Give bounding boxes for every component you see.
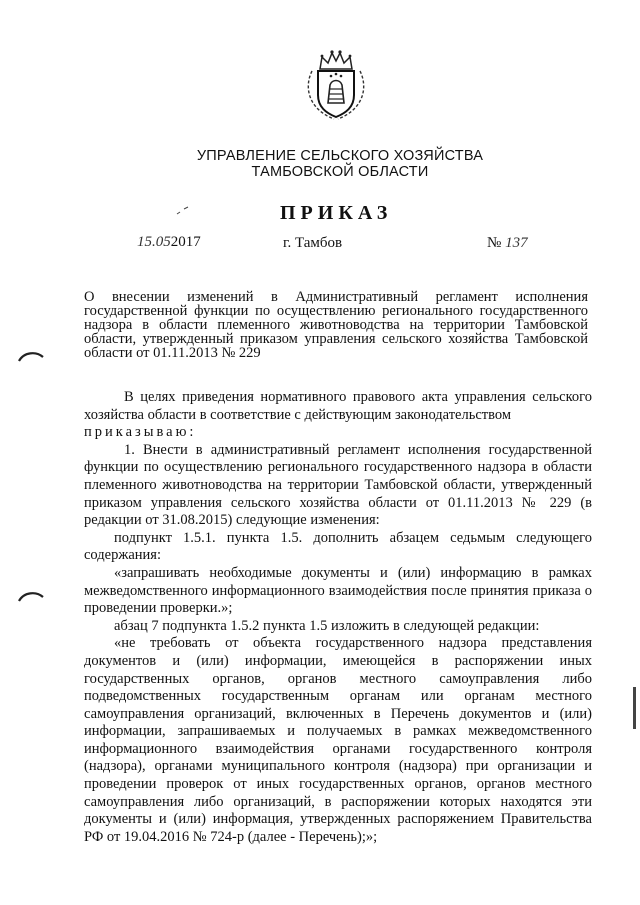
organization-name-line1: УПРАВЛЕНИЕ СЕЛЬСКОГО ХОЗЯЙСТВА: [196, 148, 484, 164]
binder-hole-icon: [18, 590, 44, 602]
date-year: 2017: [170, 234, 201, 250]
binder-hole-icon: [18, 350, 44, 362]
subitem-2-paragraph: абзац 7 подпункта 1.5.2 пункта 1.5 изложить в следующей редакции:: [114, 617, 540, 634]
order-body: [84, 389, 592, 846]
subject-text: О внесении изменений в Административный регламент исполнения государственной функции по осуществлению регионального государственного надзора в области племенного животноводства на территории Тамбовской области, утвержденный приказом управления сельского хозяйства Тамбовской области от 01.11.2013 № 229: [84, 289, 588, 361]
subitem-1-paragraph: подпункт 1.5.1. пункта 1.5. дополнить абзацем седьмым следующего содержания:: [84, 529, 592, 564]
item-1-paragraph: 1. Внести в административный регламент исполнения государственной функции по осуществлению регионального государственного надзора в области племенного животноводства на территории Тамбовской области, утвержденный приказом управления сельского хозяйства области от 01.11.2013 № 229 (в редакции от 31.08.2015) следующие изменения:: [84, 441, 592, 529]
date-handwritten: 15.05: [137, 234, 171, 250]
scan-edge-mark: [633, 687, 636, 729]
number-prefix: №: [487, 235, 502, 251]
pen-mark: [176, 206, 190, 216]
quote-1-paragraph: «запрашивать необходимые документы и (или) информацию в рамках межведомственного информационного взаимодействия после принятия приказа о проведении проверки.»;: [84, 564, 592, 617]
organization-name-line2: ТАМБОВСКОЙ ОБЛАСТИ: [251, 164, 429, 180]
number-handwritten: 137: [505, 235, 528, 251]
quote-2-paragraph: «не требовать от объекта государственного надзора представления документов и (или) информации, имеющейся в распоряжении иных государственных органов, органов местного самоуправления либо подведомственных государственным органам или органам местного самоуправления организаций, включенных в Перечень документов и (или) информации, запрашиваемых и получаемых в рамках межведомственного информационного взаимодействия органами государственного контроля (надзора), органами муниципального контроля (надзора) при организации и проведении проверок от иных государственных органов, органов местного самоуправления либо организаций, в распоряжении которых находятся эти документы и (или) информация, утвержденных распоряжением Правительства РФ от 19.04.2016 № 724-р (далее - Перечень);»;: [84, 635, 592, 845]
document-city: г. Тамбов: [283, 235, 343, 251]
order-word: приказываю:: [84, 424, 197, 441]
document-title: ПРИКАЗ: [280, 202, 393, 224]
document-number: [487, 235, 528, 252]
document-date: [137, 234, 201, 251]
intro-paragraph: В целях приведения нормативного правового акта управления сельского хозяйства области в соответствие с действующим законодательством: [84, 389, 592, 423]
order-subject: [84, 290, 588, 360]
tambov-coat-of-arms-icon: [300, 47, 372, 123]
